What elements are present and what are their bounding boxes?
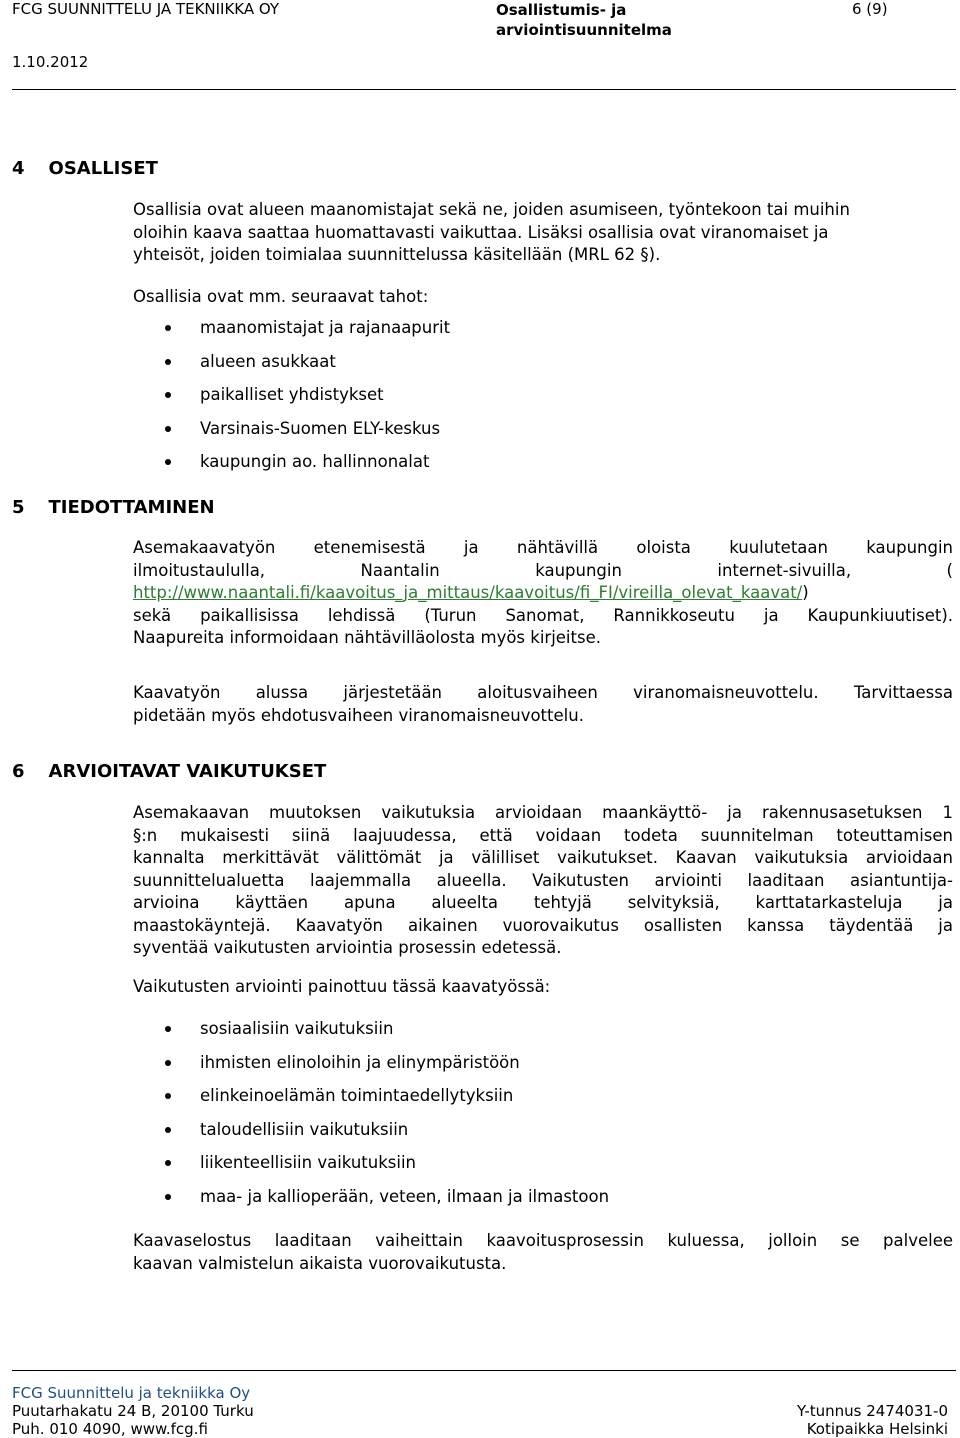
bullet-icon	[165, 1160, 171, 1166]
paragraph-line: Asemakaavan muutoksen vaikutuksia arvioidaan maankäyttö- ja rakennusasetuksen 1	[133, 803, 953, 822]
section-4-heading	[12, 158, 158, 179]
bullet-icon	[165, 1194, 171, 1200]
list-item: Varsinais-Suomen ELY-keskus	[165, 418, 450, 452]
section-6-title: ARVIOITAVAT VAIKUTUKSET	[48, 761, 327, 782]
bullet-icon	[165, 392, 171, 398]
header-company: FCG SUUNNITTELU JA TEKNIIKKA OY	[12, 0, 280, 18]
footer-rule	[12, 1370, 956, 1371]
paragraph-line: Kaavatyön alussa järjestetään aloitusvaiheen viranomaisneuvottelu. Tarvittaessa	[133, 683, 953, 702]
paragraph-line: oloihin kaava saattaa huomattavasti vaikuttaa. Lisäksi osallisia ovat viranomaiset ja	[133, 222, 829, 242]
section-6-paragraph	[133, 802, 953, 960]
paragraph-line: arvioina käyttäen apuna alueelta tehtyjä selvityksiä, karttatarkasteluja ja	[133, 893, 953, 912]
paragraph-line: kannalta merkittävät välittömät ja välilliset vaikutukset. Kaavan vaikutuksia arvioidaan	[133, 848, 953, 867]
bullet-icon	[165, 1026, 171, 1032]
list-item: alueen asukkaat	[165, 351, 450, 385]
section-6-bullet-list	[165, 1018, 609, 1219]
paragraph-line: kaavan valmistelun aikaista vuorovaikutusta.	[133, 1253, 507, 1273]
footer-company: FCG Suunnittelu ja tekniikka Oy	[12, 1384, 251, 1402]
paragraph-line: §:n mukaisesti siinä laajuudessa, että voidaan todeta suunnitelman toteuttamisen	[133, 825, 953, 845]
paragraph-line: syventää vaikutusten arviointia prosessin edetessä.	[133, 938, 562, 957]
list-item: kaupungin ao. hallinnonalat	[165, 451, 450, 485]
paragraph-line: suunnittelualuetta laajemmalla alueella. Vaikutusten arviointi laaditaan asiantuntija-	[133, 870, 953, 890]
section-6-number: 6	[12, 761, 25, 782]
list-item: taloudellisiin vaikutuksiin	[165, 1119, 609, 1153]
footer-phone: Puh. 010 4090, www.fcg.fi	[12, 1420, 208, 1438]
section-5-paragraph-1	[133, 537, 953, 650]
paragraph-line: Kaavaselostus laaditaan vaiheittain kaavoitusprosessin kuluessa, jolloin se palvelee	[133, 1231, 953, 1250]
paragraph-line: Osallisia ovat alueen maanomistajat sekä ne, joiden asumiseen, työntekoon tai muihin	[133, 200, 850, 219]
footer-left	[12, 1384, 254, 1438]
footer-domicile: Kotipaikka Helsinki	[806, 1420, 948, 1438]
list-item: maanomistajat ja rajanaapurit	[165, 317, 450, 351]
section-5-paragraph-2	[133, 682, 953, 727]
header-page-number: 6 (9)	[852, 0, 888, 18]
section-4-title: OSALLISET	[48, 158, 158, 179]
list-item: liikenteellisiin vaikutuksiin	[165, 1152, 609, 1186]
section-5-title: TIEDOTTAMINEN	[48, 497, 215, 518]
naantali-planning-link[interactable]: http://www.naantali.fi/kaavoitus_ja_mittaus/kaavoitus/fi_FI/vireilla_olevat_kaavat/	[133, 583, 803, 602]
bullet-icon	[165, 426, 171, 432]
bullet-icon	[165, 359, 171, 365]
section-6-closing-paragraph	[133, 1230, 953, 1275]
paragraph-line: http://www.naantali.fi/kaavoitus_ja_mittaus/kaavoitus/fi_FI/vireilla_olevat_kaavat/)	[133, 583, 809, 602]
list-item: paikalliset yhdistykset	[165, 384, 450, 418]
section-6-intro: Vaikutusten arviointi painottuu tässä kaavatyössä:	[133, 977, 551, 996]
paragraph-line: sekä paikallisissa lehdissä (Turun Sanomat, Rannikkoseutu ja Kaupunkiuutiset).	[133, 605, 953, 625]
bullet-icon	[165, 1093, 171, 1099]
bullet-icon	[165, 325, 171, 331]
list-item: maa- ja kallioperään, veteen, ilmaan ja ilmastoon	[165, 1186, 609, 1220]
header-document-title	[496, 0, 672, 40]
footer-business-id: Y-tunnus 2474031-0	[796, 1402, 948, 1420]
footer-right	[797, 1402, 948, 1438]
paragraph-line: Asemakaavatyön etenemisestä ja nähtävillä oloista kuulutetaan kaupungin	[133, 538, 953, 557]
list-item: ihmisten elinoloihin ja elinympäristöön	[165, 1052, 609, 1086]
bullet-icon	[165, 1127, 171, 1133]
section-4-number: 4	[12, 158, 25, 179]
paragraph-line: ilmoitustaululla, Naantalin kaupungin internet-sivuilla, (	[133, 560, 953, 580]
header-title-line-2: arviointisuunnitelma	[496, 21, 672, 39]
paragraph-line: Naapureita informoidaan nähtävilläolosta myös kirjeitse.	[133, 628, 601, 647]
bullet-icon	[165, 459, 171, 465]
header-title-line-1: Osallistumis- ja	[496, 1, 627, 19]
section-5-number: 5	[12, 497, 25, 518]
section-5-heading	[12, 497, 215, 518]
bullet-icon	[165, 1060, 171, 1066]
list-item: sosiaalisiin vaikutuksiin	[165, 1018, 609, 1052]
section-4-paragraph	[133, 199, 953, 267]
paragraph-line: yhteisöt, joiden toimialaa suunnittelussa käsitellään (MRL 62 §).	[133, 245, 661, 264]
header-rule	[12, 89, 956, 90]
footer-address: Puutarhakatu 24 B, 20100 Turku	[12, 1402, 254, 1420]
paragraph-line: pidetään myös ehdotusvaiheen viranomaisneuvottelu.	[133, 705, 584, 725]
paragraph-line: maastokäyntejä. Kaavatyön aikainen vuorovaikutus osallisten kanssa täydentää ja	[133, 915, 953, 935]
list-item: elinkeinoelämän toimintaedellytyksiin	[165, 1085, 609, 1119]
section-4-intro: Osallisia ovat mm. seuraavat tahot:	[133, 287, 429, 306]
header-date: 1.10.2012	[12, 53, 89, 71]
section-4-bullet-list	[165, 317, 450, 485]
section-6-heading	[12, 761, 326, 782]
